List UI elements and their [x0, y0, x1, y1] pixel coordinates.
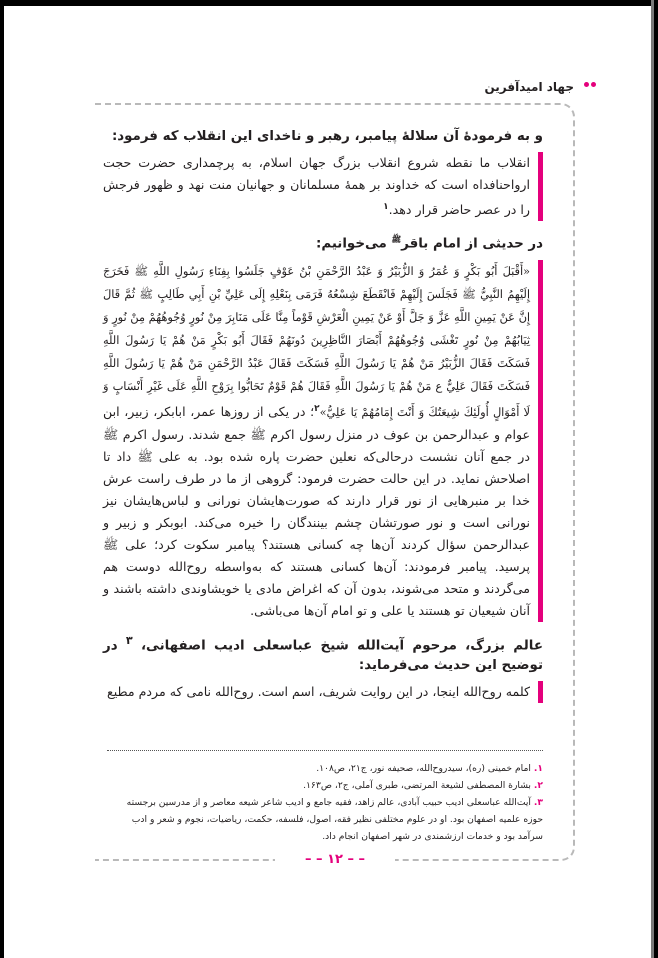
footnote-number: ۱.	[533, 763, 543, 774]
quote-text: کلمه روح‌الله اینجا، در این روایت شریف، اسم است. روح‌الله نامی که مردم مطیع	[107, 684, 530, 700]
hadith-translation: ؛ در یکی از روزها عمر، ابابکر، زبیر، ابن عوام و عبدالرحمن بن عوف در منزل رسول اکرم ﷺ جمع شدند. رسول اکرم ﷺ در جمع آنان نشست درحالی‌که نعلین حضرت پاره شده بود. به علی ﷺ داد تا اصلاحش نماید. در این حالت حضرت فرمود: گروهی از ما در طرف راست عرش خدا بر منبرهایی از نور قرار دارند که صورت‌هایشان نورانی و لباس‌هایشان نیز نورانی است و نور صورتشان چشم بینندگان را خیره می‌کند. ابوبکر و زبیر و عبدالرحمن سؤال کردند آن‌ها چه کسانی هستند؟ پیامبر سکوت کرد؛ علی ﷺ پرسید. پیامبر فرمودند: آن‌ها کسانی هستند که به‌واسطه روح‌الله دوست هم می‌گردند و متحد می‌شوند، بدون آن که اغراض مادی یا خویشاوندی داشته باشند و آنان شیعیان تو هستند یا علی و تو امام آن‌ها می‌باشی.	[103, 403, 530, 618]
page-body	[103, 127, 543, 712]
footnote-text: آیت‌الله عباسعلی ادیب حبیب آبادی، عالم زاهد، فقیه جامع و ادیب شاعر شیعه معاصر و از مدرسین برجسته حوزه علمیه اصفهان بود. او در علوم مختلفی نظیر فقه، اصول، فلسفه، حکمت، ریاضیات، نجوم و شعر و ادب سرآمد بود و خدمات ارزشمندی در شهر اصفهان انجام داد.	[126, 797, 543, 842]
section-heading-2	[103, 230, 543, 254]
footnote-number: ۳.	[533, 797, 543, 808]
footnote-1	[107, 760, 543, 777]
footnote-separator	[107, 750, 543, 751]
footnote-ref: ۱	[383, 202, 389, 212]
heading-suffix: می‌خوانیم:	[315, 236, 387, 252]
heading-text: عالم بزرگ، مرحوم آیت‌الله شیخ عباسعلی ادیب اصفهانی،	[140, 638, 543, 654]
quote-text: انقلاب ما نقطه شروع انقلاب بزرگ جهان اسلام، به پرچمداری حضرت حجت ارواحنافداه است که خداوند بر همهٔ مسلمانان و جهانیان منت نهد و ظهور فرجش را در عصر حاضر قرار دهد.	[103, 155, 530, 218]
running-header-title: جهاد امیدآفرین	[484, 80, 574, 94]
salawat-mark: ﷺ	[391, 235, 402, 245]
page-shadow	[651, 0, 654, 958]
page-number: – – ۱۲ – –	[275, 852, 395, 868]
heading-text: در حدیثی از امام باقر	[401, 236, 543, 252]
footnote-ref: ۳	[125, 633, 133, 647]
page-top-edge	[0, 0, 658, 6]
footnote-ref: ۲	[314, 403, 320, 414]
footnotes	[107, 760, 543, 845]
footnote-text: بشارة المصطفی لشیعة المرتضی، طبری آملی، ج۲، ص۱۶۳.	[303, 780, 531, 791]
page-left-edge	[0, 0, 4, 958]
quote-block-2	[103, 681, 543, 703]
footnote-text: امام خمینی (ره)، سیدروح‌الله، صحیفه نور، ج۲۱، ص۱۰۸.	[316, 763, 531, 774]
footnote-number: ۲.	[533, 780, 543, 791]
section-heading-1: و به فرمودهٔ آن سلالهٔ پیامبر، رهبر و ناخدای این انقلاب که فرمود:	[111, 129, 543, 144]
page-right-edge	[654, 0, 658, 958]
section-heading-3	[103, 631, 543, 676]
footnote-2	[107, 777, 543, 794]
hadith-block	[103, 260, 543, 622]
quote-block-1	[103, 152, 543, 221]
footnote-3	[107, 794, 543, 845]
heading-suffix: در توضیح این حدیث می‌فرماید:	[103, 638, 543, 674]
hadith-arabic-text: «أَقْبَلَ أَبُو بَكْرٍ وَ عُمَرُ وَ الزُّبَيْرُ وَ عَبْدُ الرَّحْمَنِ بْنُ عَوْفٍ جَلَسُوا بِفِنَاءِ رَسُولِ اللَّهِ ﷺ فَخَرَجَ إِلَيْهِمُ النَّبِيُّ ﷺ فَجَلَسَ إِلَيْهِمْ فَانْقَطَعَ شِسْعُهُ فَرَمَى بِنَعْلِهِ إِلَى عَلِيِّ بْنِ أَبِي طَالِبٍ ﷺ ثُمَّ قَالَ إِنَّ عَنْ يَمِينِ اللَّهِ عَزَّ وَ جَلَّ أَوْ عَنْ يَمِينِ الْعَرْشِ قَوْماً مِنَّا عَلَى مَنَابِرَ مِنْ نُورٍ وُجُوهُهُمْ مِنْ نُورٍ وَ ثِيَابُهُمْ مِنْ نُورٍ تَغْشَى وُجُوهُهُمْ أَبْصَارَ النَّاظِرِينَ دُونَهُمْ فَقَالَ أَبُو بَكْرٍ مَنْ هُمْ يَا رَسُولَ اللَّهِ فَسَكَتَ فَقَالَ الزُّبَيْرُ مَنْ هُمْ يَا رَسُولَ اللَّهِ فَسَكَتَ فَقَالَ عَبْدُ الرَّحْمَنِ مَنْ هُمْ يَا رَسُولَ اللَّهِ فَسَكَتَ فَقَالَ عَلِيٌّ ع مَنْ هُمْ يَا رَسُولَ اللَّهِ فَقَالَ هُمْ قَوْمٌ تَحَابُّوا بِرَوْحِ اللَّهِ عَلَى غَيْرِ أَنْسَابٍ وَ لَا أَمْوَالٍ أُولَئِكَ شِيعَتُكَ وَ أَنْتَ إِمَامُهُمْ يَا عَلِيُّ»	[103, 264, 530, 419]
header-dots-ornament	[576, 82, 606, 90]
